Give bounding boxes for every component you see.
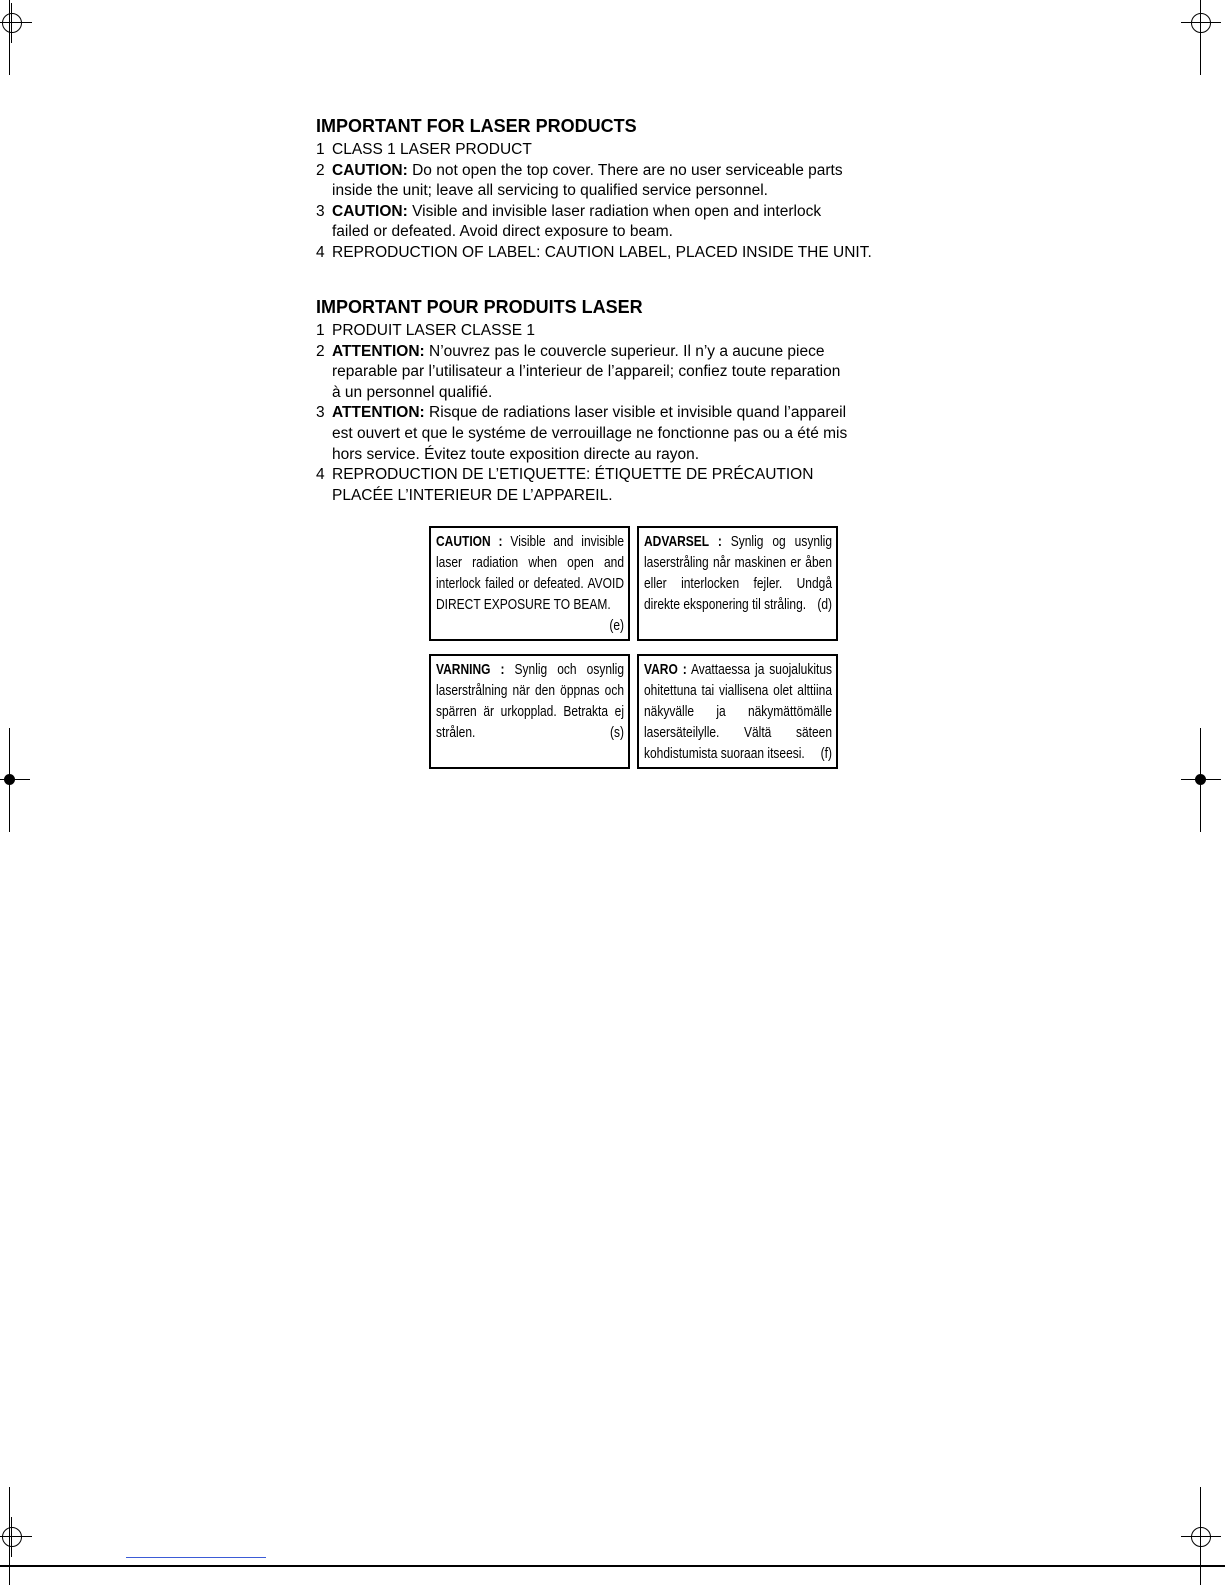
english-item-2: 2 CAUTION: Do not open the top cover. There are no user serviceable parts inside the unit; leave all servicing to qualified service personnel. [316, 161, 843, 200]
english-item-4: 4 REPRODUCTION OF LABEL: CAUTION LABEL, PLACED INSIDE THE UNIT. [316, 243, 872, 261]
registration-mark-icon [0, 760, 30, 800]
french-item-1: 1 PRODUIT LASER CLASSE 1 [316, 322, 536, 339]
french-item-3: 3 ATTENTION: Risque de radiations laser visible et invisible quand l’appareil est ouvert et que le systéme de verrouillage ne fonctionne pas ou a été mis hors service. Évitez toute exposition directe au rayon. [316, 404, 848, 463]
english-item-1: 1 CLASS 1 LASER PRODUCT [316, 141, 532, 158]
caution-label-english: CAUTION : Visible and invisible laser radiation when open and interlock failed or defeated. AVOID DIRECT EXPOSURE TO BEAM. (e) [429, 526, 630, 641]
page-bottom-rule [0, 1565, 1225, 1567]
page-bottom-underline [126, 1557, 266, 1558]
registration-mark-icon [0, 3, 32, 43]
registration-mark-icon [1181, 3, 1221, 43]
registration-mark-icon [1181, 760, 1221, 800]
caution-label-finnish: VARO : Avattaessa ja suojalukitus ohitettuna tai viallisena olet alttiina näkyvälle ja näkymättömälle lasersäteilylle. Vältä säteen kohdistumista suoraan itseesi. (f) [637, 654, 838, 769]
english-laser-section [316, 115, 956, 264]
french-item-2: 2 ATTENTION: N’ouvrez pas le couvercle superieur. Il n’y a aucune piece reparable par l’utilisateur a l’interieur de l’appareil; confiez toute reparation à un personnel qualifié. [316, 342, 841, 401]
caution-label-danish: ADVARSEL : Synlig og usynlig laserstråling når maskinen er åben eller interlocken fejler. Undgå direkte eksponering til stråling. (d) [637, 526, 838, 641]
caution-label-swedish: VARNING : Synlig och osynlig laserstrålning när den öppnas och spärren är urkopplad. Betrakta ej strålen. (s) [429, 654, 630, 769]
caution-labels-grid [429, 526, 833, 772]
english-item-3: 3 CAUTION: Visible and invisible laser radiation when open and interlock failed or defeated. Avoid direct exposure to beam. [316, 202, 822, 241]
french-laser-section [316, 296, 956, 506]
registration-mark-icon [0, 1517, 32, 1557]
french-item-4: 4 REPRODUCTION DE L’ETIQUETTE: ÉTIQUETTE DE PRÉCAUTION PLACÉE L’INTERIEUR DE L’APPAREIL. [316, 466, 814, 504]
registration-mark-icon [1181, 1517, 1221, 1557]
english-heading: IMPORTANT FOR LASER PRODUCTS [316, 116, 637, 136]
french-heading: IMPORTANT POUR PRODUITS LASER [316, 297, 643, 317]
